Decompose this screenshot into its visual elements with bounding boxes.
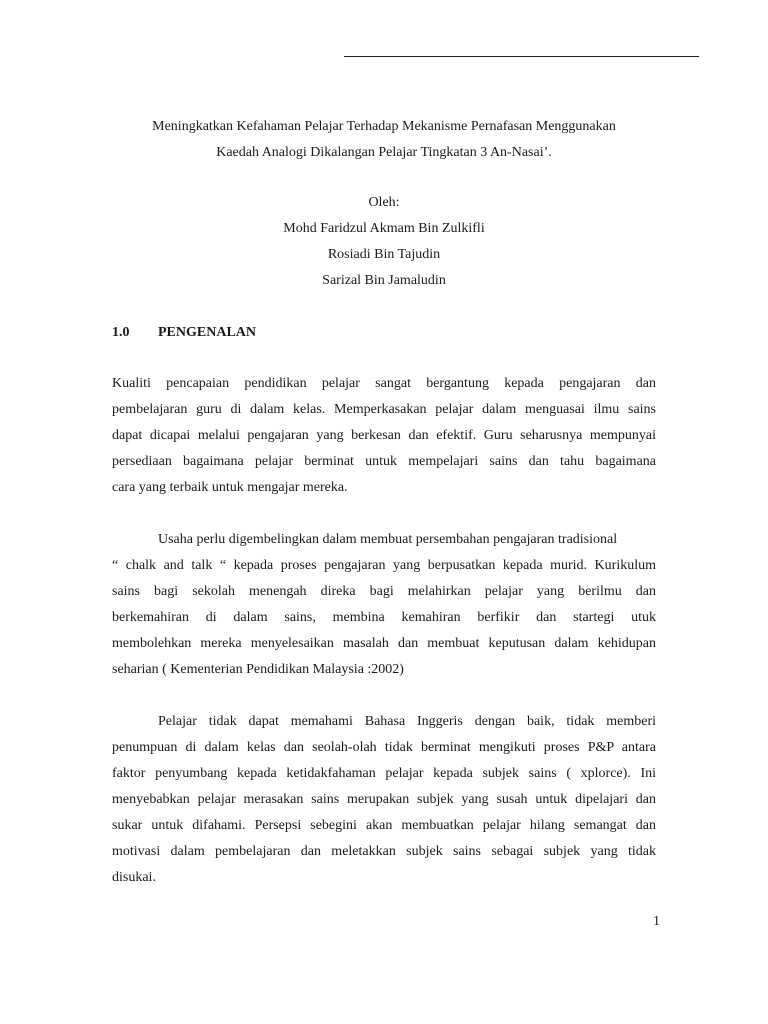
paragraph-line: cara yang terbaik untuk mengajar mereka.: [112, 480, 348, 495]
page-number: 1: [653, 914, 660, 929]
paragraph-line: “ chalk and talk “ kepada proses pengajaran yang berpusatkan kepada murid. Kurikulum: [112, 558, 656, 573]
author-block: [100, 190, 668, 294]
paragraph-line: dapat dicapai melalui pengajaran yang berkesan dan efektif. Guru seharusnya mempunyai: [112, 428, 656, 443]
paragraph-line: motivasi dalam pembelajaran dan meletakkan subjek sains sebagai subjek yang tidak: [112, 844, 656, 859]
header-rule: [344, 56, 699, 57]
paragraph-line: pembelajaran guru di dalam kelas. Memperkasakan pelajar dalam menguasai ilmu sains: [112, 402, 656, 417]
author-name: Rosiadi Bin Tajudin: [327, 247, 441, 262]
document-title: [100, 114, 668, 166]
paragraph-line: sains bagi sekolah menengah direka bagi melahirkan pelajar yang berilmu dan: [112, 584, 656, 599]
paragraph-line: seharian ( Kementerian Pendidikan Malaysia :2002): [112, 662, 404, 677]
section-number: 1.0: [112, 325, 130, 340]
author-name: Sarizal Bin Jamaludin: [322, 273, 446, 288]
paragraph: [112, 709, 656, 891]
paragraph-line: faktor penyumbang kepada ketidakfahaman pelajar kepada subjek sains ( xplorce). Ini: [112, 766, 656, 781]
paragraph-line: Kualiti pencapaian pendidikan pelajar sangat bergantung kepada pengajaran dan: [112, 376, 656, 391]
paragraph-line: membolehkan mereka menyelesaikan masalah dan membuat keputusan dalam kehidupan: [112, 636, 656, 651]
paragraph-line: disukai.: [112, 870, 156, 885]
paragraph-line: berkemahiran di dalam sains, membina kemahiran berfikir dan startegi utuk: [112, 610, 656, 625]
paragraph-line: persediaan bagaimana pelajar berminat untuk mempelajari sains dan tahu bagaimana: [112, 454, 656, 469]
title-line-1: Meningkatkan Kefahaman Pelajar Terhadap Mekanisme Pernafasan Menggunakan: [152, 119, 616, 134]
paragraph-line: Pelajar tidak dapat memahami Bahasa Inggeris dengan baik, tidak memberi: [158, 714, 656, 729]
section-title: PENGENALAN: [158, 325, 257, 340]
paragraph: [112, 527, 656, 683]
author-name: Mohd Faridzul Akmam Bin Zulkifli: [283, 221, 485, 236]
paragraph-line: Usaha perlu digembelingkan dalam membuat persembahan pengajaran tradisional: [158, 532, 618, 547]
paragraph-line: menyebabkan pelajar merasakan sains merupakan subjek yang susah untuk dipelajari dan: [112, 792, 656, 807]
paragraph: [112, 371, 656, 501]
paragraph-line: penumpuan di dalam kelas dan seolah-olah tidak berminat mengikuti proses P&P antara: [112, 740, 656, 755]
section-heading: [112, 320, 256, 346]
title-line-2: Kaedah Analogi Dikalangan Pelajar Tingkatan 3 An-Nasai’.: [216, 145, 552, 160]
paragraph-line: sukar untuk difahami. Persepsi sebegini akan membuatkan pelajar hilang semangat dan: [112, 818, 656, 833]
author-label: Oleh:: [368, 195, 400, 210]
